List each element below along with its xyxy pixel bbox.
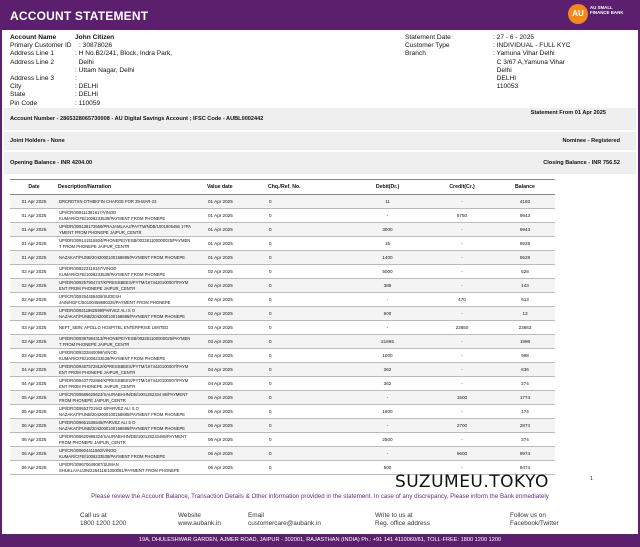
contact-follow-label: Follow us on bbox=[510, 512, 546, 519]
row-narration: UPI/DR/309223119147/VINOD KUMAR/CIFB/1006233538/PAYMENT FROM PHONEPE bbox=[58, 265, 207, 279]
row-narration: UPI/DR/309257904747/KPRESSBEES/PYTM/1974420100007/PAYM ENT FROM PHONEPE JAIPUR_CENTR bbox=[58, 279, 207, 293]
contact-call-label: Call us at bbox=[80, 512, 107, 519]
row-chq-ref: 0 bbox=[268, 433, 346, 447]
row-narration: UPI/DR/309487572812/KPRESSBEES/PYTM/1974420100007/PAYM ENT FROM PHONEPE JAIPUR_CENTR bbox=[58, 363, 207, 377]
bank-logo-text: AU SMALL FINANCE BANK bbox=[590, 5, 624, 15]
row-date: 03 Apr 2025 bbox=[10, 335, 58, 349]
row-credit: - bbox=[429, 405, 495, 419]
table-row bbox=[10, 405, 555, 419]
watermark-mark: 1 bbox=[590, 476, 593, 482]
city-label: City bbox=[10, 83, 22, 91]
contact-website bbox=[178, 512, 221, 528]
table-row bbox=[10, 391, 555, 405]
row-date: 01 Apr 2025 bbox=[10, 195, 58, 209]
row-date: 01 Apr 2025 bbox=[10, 209, 58, 223]
row-value-date: 04 Apr 2025 bbox=[207, 377, 268, 391]
row-balance: 374 bbox=[495, 433, 555, 447]
row-value-date: 01 Apr 2025 bbox=[207, 251, 268, 265]
transactions-table bbox=[10, 179, 555, 475]
watermark-text: SUZUMEU.TOKYO bbox=[395, 472, 549, 492]
table-row bbox=[10, 251, 555, 265]
pin-label: Pin Code bbox=[10, 99, 38, 107]
row-balance: 9943 bbox=[495, 209, 555, 223]
row-date: 01 Apr 2025 bbox=[10, 251, 58, 265]
row-date: 04 Apr 2025 bbox=[10, 363, 58, 377]
header-credit: Credit(Cr.) bbox=[429, 180, 495, 195]
row-credit: - bbox=[429, 433, 495, 447]
customer-id-label: Primary Customer ID bbox=[10, 42, 72, 50]
row-value-date: 06 Apr 2025 bbox=[207, 419, 268, 433]
row-debit: 21665 bbox=[346, 335, 429, 349]
statement-date-label: Statement Date bbox=[405, 34, 451, 41]
row-credit: - bbox=[429, 307, 495, 321]
row-debit: 1000 bbox=[346, 349, 429, 363]
row-date: 06 Apr 2025 bbox=[10, 461, 58, 475]
row-narration: UPI/DR/309138173558/PRAJAMLAAJ/PAYTM/NDB/1001905455 1?PA YMENT FROM PHONEPE JAIPUR_CENTR bbox=[58, 223, 207, 237]
row-chq-ref: 0 bbox=[268, 307, 346, 321]
row-credit: - bbox=[429, 349, 495, 363]
row-narration: UPI/DR/309651535545/PARVEZ ALI S O NAZAKAT/PUNB/2042000100158885/PAYMENT FROM PHONEPE bbox=[58, 419, 207, 433]
row-balance: 9474 bbox=[495, 461, 555, 475]
table-row bbox=[10, 419, 555, 433]
contact-email bbox=[248, 512, 321, 528]
row-chq-ref: 0 bbox=[268, 363, 346, 377]
row-balance: 174 bbox=[495, 405, 555, 419]
row-value-date: 06 Apr 2025 bbox=[207, 433, 268, 447]
row-debit: 3000 bbox=[346, 223, 429, 237]
table-row bbox=[10, 433, 555, 447]
row-balance: 636 bbox=[495, 363, 555, 377]
row-narration: DRCRDTXN OTHBKFIN CHARGE FOR 29-MAR-23 bbox=[58, 195, 207, 209]
contact-write-value[interactable]: Reg. office address bbox=[375, 520, 430, 527]
row-date: 02 Apr 2025 bbox=[10, 279, 58, 293]
header-bar bbox=[0, 0, 640, 30]
table-row bbox=[10, 237, 555, 251]
row-credit: - bbox=[429, 335, 495, 349]
table-row bbox=[10, 209, 555, 223]
row-narration: UPI/DR/309141515934/PHONEPE/YESB/002281100000025/PAYMEN T FROM PHONEPE JAIPUR_CENTR bbox=[58, 237, 207, 251]
row-narration: NEFT_SBIN: APOLLO HOSPITEL ENTERPRISE LIMITED bbox=[58, 321, 207, 335]
contact-website-value[interactable]: www.aubank.in bbox=[178, 520, 221, 527]
row-narration: UPI/DR/309670649087/SUMAN SHUKLA/AUJIN/2254118/1000061/PAYMENT FROM PHONEPE bbox=[58, 461, 207, 475]
row-credit: - bbox=[429, 251, 495, 265]
row-credit: - bbox=[429, 223, 495, 237]
row-credit: - bbox=[429, 377, 495, 391]
row-narration: UPI/CR/309254458409/SUDESH JAIN/HDFC/50100458680329/PAYMENT FROM PHONEPE bbox=[58, 293, 207, 307]
row-balance: 143 bbox=[495, 279, 555, 293]
state: : DELHI bbox=[75, 91, 99, 99]
row-date: 03 Apr 2025 bbox=[10, 349, 58, 363]
branch: : Yamuna Vihar Delhi C 3/67 A,Yamuna Vihar Delhi DELHI 110053 bbox=[493, 50, 565, 91]
left-border bbox=[0, 30, 2, 534]
row-date: 05 Apr 2025 bbox=[10, 391, 58, 405]
row-credit: - bbox=[429, 461, 495, 475]
table-row bbox=[10, 223, 555, 237]
row-debit: - bbox=[346, 391, 429, 405]
row-debit: - bbox=[346, 293, 429, 307]
row-balance: 274 bbox=[495, 377, 555, 391]
row-debit: 1600 bbox=[346, 405, 429, 419]
row-chq-ref: 0 bbox=[268, 195, 346, 209]
row-chq-ref: 0 bbox=[268, 447, 346, 461]
row-credit: 5750 bbox=[429, 209, 495, 223]
row-value-date: 05 Apr 2025 bbox=[207, 405, 268, 419]
contact-write-label: Write to us at bbox=[375, 512, 413, 519]
address1: : H No.B2/241, Block, Indra Park, Delhi bbox=[75, 50, 173, 66]
branch-label: Branch bbox=[405, 50, 426, 58]
row-value-date: 03 Apr 2025 bbox=[207, 321, 268, 335]
row-value-date: 02 Apr 2025 bbox=[207, 279, 268, 293]
row-date: 03 Apr 2025 bbox=[10, 321, 58, 335]
row-narration: UPI/DR/309332840099/VINOD KUMAR/CIFB/1006233538/PAYMENT FROM PHONEPE bbox=[58, 349, 207, 363]
statement-from: Statement From 01 Apr 2025 bbox=[530, 110, 606, 116]
discrepancy-notice: Please review the Account Balance, Transaction Details & Other information provided in the statement. In case of any discrepancy, Please inform the Bank immediately bbox=[91, 493, 549, 500]
row-value-date: 05 Apr 2025 bbox=[207, 391, 268, 405]
row-balance: 613 bbox=[495, 293, 555, 307]
statement-details bbox=[405, 34, 625, 91]
contact-email-value[interactable]: customercare@aubank.in bbox=[248, 520, 321, 527]
row-value-date: 06 Apr 2025 bbox=[207, 461, 268, 475]
account-number-strip bbox=[4, 108, 636, 130]
row-date: 01 Apr 2025 bbox=[10, 237, 58, 251]
row-narration: UPI/DR/309620985324/SAURABHHN/DB/100128233486/PAYMENT FROM PHONEPE JAIPUR_CENTR bbox=[58, 433, 207, 447]
row-credit: - bbox=[429, 237, 495, 251]
row-chq-ref: 0 bbox=[268, 293, 346, 307]
row-chq-ref: 0 bbox=[268, 251, 346, 265]
row-chq-ref: 0 bbox=[268, 349, 346, 363]
row-debit: 385 bbox=[346, 279, 429, 293]
row-debit: 11 bbox=[346, 195, 429, 209]
header-debit: Debit(Dr.) bbox=[346, 180, 429, 195]
row-debit: 15 bbox=[346, 237, 429, 251]
contact-follow bbox=[510, 512, 559, 528]
row-value-date: 01 Apr 2025 bbox=[207, 237, 268, 251]
row-narration: UPI/DR/309553701942 6/PARVEZ ALI S O NAZAKAT/PUNB/2042000100158885/PAYMENT FROM PHONEPE bbox=[58, 405, 207, 419]
row-value-date: 03 Apr 2025 bbox=[207, 335, 268, 349]
city: : DELHI bbox=[75, 83, 99, 91]
table-header-row bbox=[10, 180, 555, 195]
row-balance: 6928 bbox=[495, 237, 555, 251]
table-row bbox=[10, 279, 555, 293]
customer-id: : 30878026 bbox=[79, 42, 113, 50]
table-row bbox=[10, 447, 555, 461]
row-balance: 23663 bbox=[495, 321, 555, 335]
row-debit: 2500 bbox=[346, 433, 429, 447]
account-name-label: Account Name bbox=[10, 34, 57, 41]
contact-email-label: Email bbox=[248, 512, 264, 519]
account-name: John Citizen bbox=[75, 34, 115, 41]
row-balance: 6943 bbox=[495, 223, 555, 237]
row-credit: 23650 bbox=[429, 321, 495, 335]
row-debit: - bbox=[346, 419, 429, 433]
table-row bbox=[10, 265, 555, 279]
row-date: 01 Apr 2025 bbox=[10, 223, 58, 237]
customer-type-label: Customer Type bbox=[405, 42, 450, 50]
row-date: 02 Apr 2025 bbox=[10, 265, 58, 279]
row-value-date: 02 Apr 2025 bbox=[207, 265, 268, 279]
row-narration: UPI/DR/309437702884/KPRESSBEES/PYTM/1974420100007/PAYM ENT FROM PHONEPE JAIPUR_CENTR bbox=[58, 377, 207, 391]
row-date: 06 Apr 2025 bbox=[10, 447, 58, 461]
contact-follow-value[interactable]: Facebook/Twitter bbox=[510, 520, 559, 527]
row-debit: - bbox=[346, 447, 429, 461]
row-date: 04 Apr 2025 bbox=[10, 377, 58, 391]
row-chq-ref: 0 bbox=[268, 223, 346, 237]
row-debit: 362 bbox=[346, 377, 429, 391]
statement-date: : 27 - 6 - 2025 bbox=[493, 34, 535, 41]
row-chq-ref: 0 bbox=[268, 279, 346, 293]
balance-strip bbox=[4, 152, 636, 174]
row-value-date: 01 Apr 2025 bbox=[207, 223, 268, 237]
row-balance: 5528 bbox=[495, 251, 555, 265]
header-chq-ref: Chq./Ref. No. bbox=[268, 180, 346, 195]
row-chq-ref: 0 bbox=[268, 265, 346, 279]
row-narration: UPI/CR/309111381617/VINOD KUMAR/CIFB/1006233538/PAYMENT FROM PHONEPE bbox=[58, 209, 207, 223]
row-balance: 2874 bbox=[495, 419, 555, 433]
row-value-date: 02 Apr 2025 bbox=[207, 307, 268, 321]
bank-logo-icon: AU bbox=[568, 4, 588, 24]
header-balance: Balance bbox=[495, 180, 555, 195]
row-debit: 362 bbox=[346, 363, 429, 377]
row-credit: 9600 bbox=[429, 447, 495, 461]
row-credit: - bbox=[429, 195, 495, 209]
row-balance: 4193 bbox=[495, 195, 555, 209]
table-row bbox=[10, 335, 555, 349]
row-date: 06 Apr 2025 bbox=[10, 419, 58, 433]
row-balance: 1774 bbox=[495, 391, 555, 405]
row-date: 06 Apr 2025 bbox=[10, 433, 58, 447]
row-balance: 13 bbox=[495, 307, 555, 321]
row-chq-ref: 0 bbox=[268, 321, 346, 335]
row-credit: 470 bbox=[429, 293, 495, 307]
row-narration: NAZAKAT/PUNB/2042000100158885/PAYMENT FROM PHONEPE bbox=[58, 251, 207, 265]
row-credit: 2700 bbox=[429, 419, 495, 433]
row-narration: UPI/CR/309586625623/SAURABHHN/DB/1001282334 86/PAYMENT FROM PHONEPE JAIPUR_CENTR bbox=[58, 391, 207, 405]
holders-strip bbox=[4, 132, 636, 150]
row-narration: UPI/DR/309211982599/PARVEZ ALI S O NAZAKAT/PUNB/2042000100158885/PAYMENT FROM PHONEPE bbox=[58, 307, 207, 321]
row-credit: - bbox=[429, 279, 495, 293]
contact-call-value[interactable]: 1800 1200 1200 bbox=[80, 520, 127, 527]
row-date: 02 Apr 2025 bbox=[10, 293, 58, 307]
address3: : bbox=[75, 74, 77, 82]
row-value-date: 06 Apr 2025 bbox=[207, 447, 268, 461]
closing-balance: Closing Balance - INR 756.52 bbox=[543, 160, 620, 166]
account-number: Account Number - 2865328065730008 - AU Digital Savings Account ; IFSC Code - AUBL0002442 bbox=[10, 116, 264, 122]
header-date: Date bbox=[10, 180, 58, 195]
row-value-date: 04 Apr 2025 bbox=[207, 363, 268, 377]
pin: : 110059 bbox=[75, 99, 101, 107]
joint-holders: Joint Holders - None bbox=[10, 138, 65, 144]
table-row bbox=[10, 195, 555, 209]
address1-label: Address Line 1 bbox=[10, 50, 54, 58]
row-chq-ref: 0 bbox=[268, 209, 346, 223]
row-debit: - bbox=[346, 209, 429, 223]
row-credit: - bbox=[429, 265, 495, 279]
row-balance: 9974 bbox=[495, 447, 555, 461]
row-debit: 5000 bbox=[346, 265, 429, 279]
state-label: State bbox=[10, 91, 26, 99]
row-value-date: 01 Apr 2025 bbox=[207, 209, 268, 223]
row-credit: 1500 bbox=[429, 391, 495, 405]
customer-details: Account Name John Citizen Primary Customer ID : 30878026 Address Line 1 : H No.B2/241, Block, Indra Park, Delhi Address Line 2 : Uttam Nagar, Delhi Address Line 3 : City : DELHI State : DELHI Pin Code : 110059 bbox=[10, 34, 173, 107]
row-debit: - bbox=[346, 321, 429, 335]
address3-label: Address Line 3 bbox=[10, 74, 54, 82]
row-narration: UPI/CR/309604411560/VINOD KUMAR/CIFB/1006233538/PAYMENT FROM PHONEPE bbox=[58, 447, 207, 461]
row-chq-ref: 0 bbox=[268, 377, 346, 391]
row-balance: 1998 bbox=[495, 335, 555, 349]
row-date: 05 Apr 2025 bbox=[10, 405, 58, 419]
table-row bbox=[10, 293, 555, 307]
row-balance: 998 bbox=[495, 349, 555, 363]
row-date: 02 Apr 2025 bbox=[10, 307, 58, 321]
row-value-date: 01 Apr 2025 bbox=[207, 195, 268, 209]
table-row bbox=[10, 307, 555, 321]
row-chq-ref: 0 bbox=[268, 391, 346, 405]
customer-type: : INDIVIDUAL - FULL KYC bbox=[493, 42, 571, 50]
row-value-date: 02 Apr 2025 bbox=[207, 293, 268, 307]
row-chq-ref: 0 bbox=[268, 237, 346, 251]
row-chq-ref: 0 bbox=[268, 419, 346, 433]
row-chq-ref: 0 bbox=[268, 335, 346, 349]
table-row bbox=[10, 363, 555, 377]
opening-balance: Opening Balance - INR 4204.00 bbox=[10, 160, 93, 166]
footer-address: 19A, DHULESHWAR GARDEN, AJMER ROAD, JAIPUR - 302001, RAJASTHAN (INDIA) Ph.: +91 141 4110060/61, TOLL-FREE: 1800 1200 1200 bbox=[0, 534, 640, 547]
page-title: ACCOUNT STATEMENT bbox=[10, 9, 149, 23]
row-value-date: 03 Apr 2025 bbox=[207, 349, 268, 363]
address2-label: Address Line 2 bbox=[10, 58, 54, 66]
nominee: Nominee - Registered bbox=[562, 138, 620, 144]
table-row bbox=[10, 321, 555, 335]
row-balance: 528 bbox=[495, 265, 555, 279]
table-row bbox=[10, 377, 555, 391]
header-narration: Description/Narration bbox=[58, 180, 207, 195]
row-chq-ref: 0 bbox=[268, 405, 346, 419]
header-value-date: Value date bbox=[207, 180, 268, 195]
contact-write bbox=[375, 512, 430, 528]
table-row bbox=[10, 349, 555, 363]
row-debit: 600 bbox=[346, 307, 429, 321]
contact-website-label: Website bbox=[178, 512, 201, 519]
row-narration: UPI/DR/309387864313/PHONEPE/YESB/002281100000025/PAYMEN T FROM PHONEPE JAIPUR_CENTR bbox=[58, 335, 207, 349]
row-chq-ref: 0 bbox=[268, 461, 346, 475]
row-debit: 500 bbox=[346, 461, 429, 475]
row-debit: 1400 bbox=[346, 251, 429, 265]
contact-call bbox=[80, 512, 126, 528]
row-credit: - bbox=[429, 363, 495, 377]
